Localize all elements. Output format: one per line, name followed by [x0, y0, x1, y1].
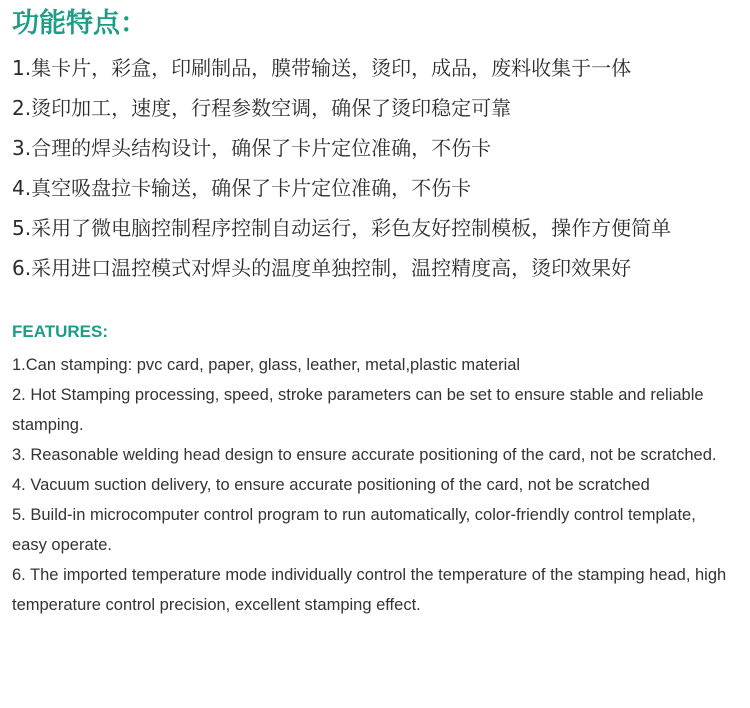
chinese-features-heading: 功能特点： [12, 8, 147, 39]
english-feature-item: 6. The imported temperature mode individually control the temperature of the stamping head, high temperature control precision, excellent stamping effect. [12, 566, 727, 614]
english-feature-item: 1.Can stamping: pvc card, paper, glass, leather, metal,plastic material [12, 356, 521, 374]
english-feature-item: 5. Build-in microcomputer control program to run automatically, color-friendly control template, easy operate. [12, 506, 696, 554]
chinese-feature-item: 1.集卡片，彩盒，印刷制品，膜带输送，烫印，成品，废料收集于一体 [12, 56, 632, 80]
chinese-feature-item: 6.采用进口温控模式对焊头的温度单独控制，温控精度高，烫印效果好 [12, 256, 632, 280]
english-feature-item: 2. Hot Stamping processing, speed, stroke parameters can be set to ensure stable and reliable stamping. [12, 386, 704, 434]
chinese-features-list [12, 48, 671, 288]
english-feature-item: 3. Reasonable welding head design to ensure accurate positioning of the card, not be scratched. [12, 446, 717, 464]
chinese-feature-item: 4.真空吸盘拉卡输送，确保了卡片定位准确，不伤卡 [12, 176, 472, 200]
chinese-feature-item: 2.烫印加工，速度，行程参数空调，确保了烫印稳定可靠 [12, 96, 512, 120]
english-feature-item: 4. Vacuum suction delivery, to ensure accurate positioning of the card, not be scratched [12, 476, 650, 494]
chinese-feature-item: 5.采用了微电脑控制程序控制自动运行，彩色友好控制模板，操作方便简单 [12, 216, 672, 240]
english-features-list [12, 350, 732, 620]
chinese-feature-item: 3.合理的焊头结构设计，确保了卡片定位准确，不伤卡 [12, 136, 492, 160]
english-features-heading: FEATURES: [12, 322, 109, 341]
